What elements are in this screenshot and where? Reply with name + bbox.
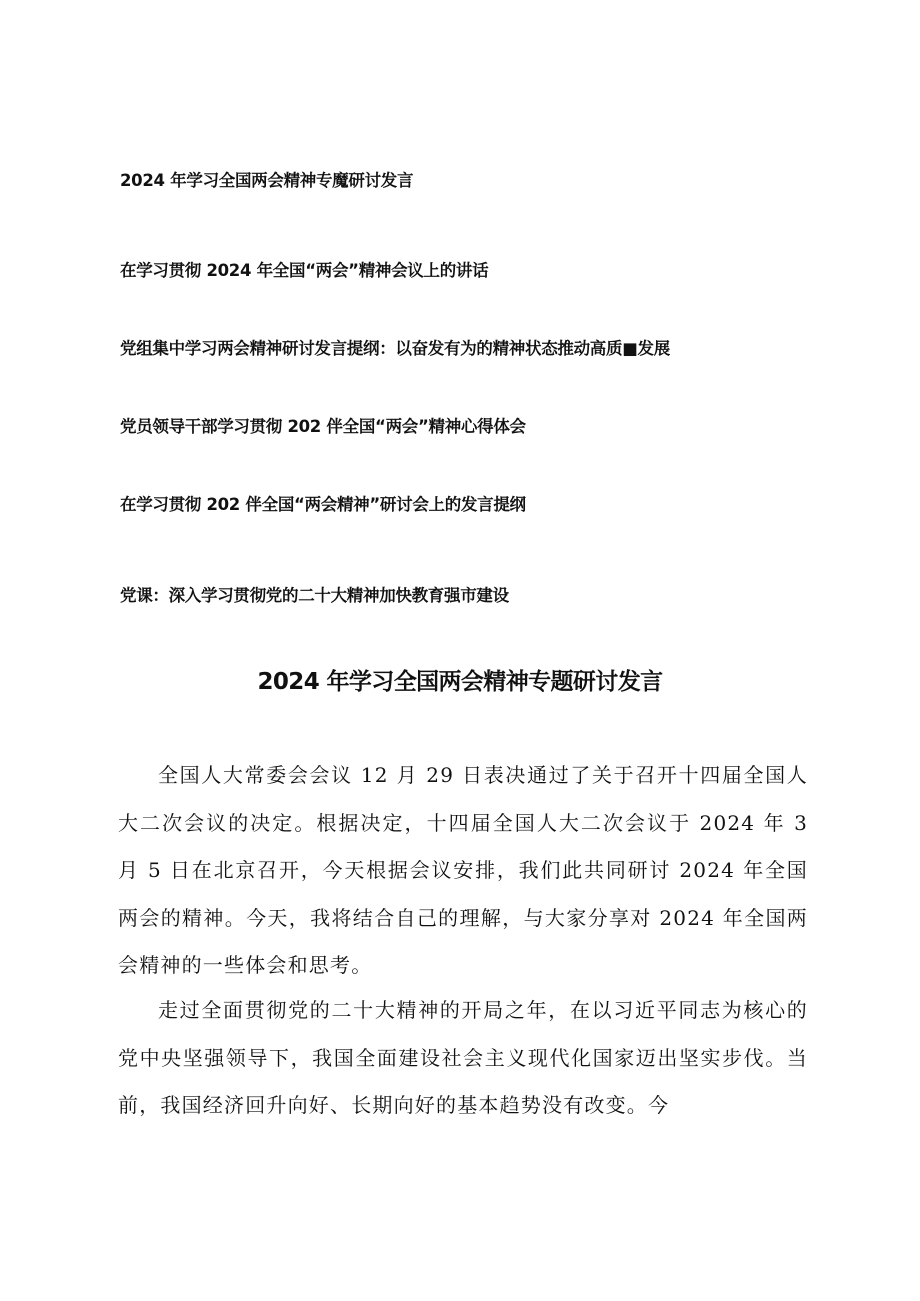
toc-item[interactable]: 在学习贯彻 202 伴全国“两会精神”研讨会上的发言提纲: [120, 495, 526, 514]
toc-item[interactable]: 党组集中学习两会精神研讨发言提纲：以奋发有为的精神状态推动高质■发展: [120, 339, 670, 358]
article-paragraph: 全国人大常委会会议 12 月 29 日表决通过了关于召开十四届全国人大二次会议的决定。根据决定，十四届全国人大二次会议于 2024 年 3 月 5 日在北京召开，今天根据会议安排，我们此共同研讨 2024 年全国两会的精神。今天，我将结合自己的理解，与大家分享对 2024 年全国两会精神的一些体会和思考。: [118, 763, 808, 977]
toc-item[interactable]: 在学习贯彻 2024 年全国“两会”精神会议上的讲话: [120, 261, 489, 280]
toc-item[interactable]: 2024 年学习全国两会精神专魔研讨发言: [120, 171, 414, 190]
article-title: 2024 年学习全国两会精神专题研讨发言: [257, 669, 663, 695]
toc-item[interactable]: 党课：深入学习贯彻党的二十大精神加快教育强市建设: [120, 586, 509, 605]
article-paragraph: 走过全面贯彻党的二十大精神的开局之年，在以习近平同志为核心的党中央坚强领导下，我国全面建设社会主义现代化国家迈出坚实步伐。当前，我国经济回升向好、长期向好的基本趋势没有改变。今: [118, 998, 808, 1117]
toc-item[interactable]: 党员领导干部学习贯彻 202 伴全国“两会”精神心得体会: [120, 417, 526, 436]
